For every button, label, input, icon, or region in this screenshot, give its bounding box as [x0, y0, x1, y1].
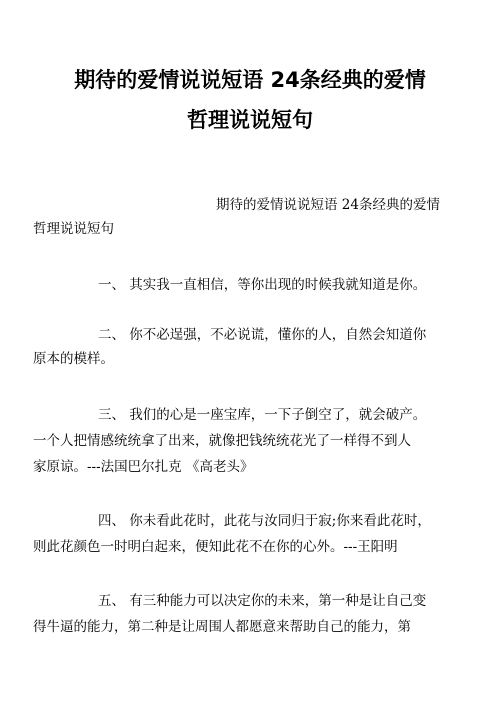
document-subtitle-line-2: 哲理说说短句: [33, 221, 114, 237]
item-4-line-2: 则此花颜色一时明白起来，便知此花不在你的心外。---王阳明: [33, 539, 398, 555]
document-title-line-1: 期待的爱情说说短语 24条经典的爱情: [74, 68, 426, 92]
document-subtitle-line-1: 期待的爱情说说短语 24条经典的爱情: [216, 197, 440, 213]
document-title-line-2: 哲理说说短句: [187, 108, 313, 132]
item-2-line-2: 原本的模样。: [33, 351, 114, 367]
item-3-line-3: 家原谅。---法国巴尔扎克 《高老头》: [33, 459, 254, 475]
item-2-line-1: 二、 你不必逞强，不必说谎，懂你的人，自然会知道你: [98, 327, 427, 343]
item-3-line-1: 三、 我们的心是一座宝库，一下子倒空了，就会破产。: [98, 407, 427, 423]
item-1-line-1: 一、 其实我一直相信，等你出现的时候我就知道是你。: [98, 277, 427, 293]
item-5-line-2: 得牛逼的能力，第二种是让周围人都愿意来帮助自己的能力，第: [33, 619, 411, 635]
item-4-line-1: 四、 你未看此花时，此花与汝同归于寂;你来看此花时，: [98, 513, 431, 529]
item-3-line-2: 一个人把情感统统拿了出来，就像把钱统统花光了一样得不到人: [33, 433, 411, 449]
item-5-line-1: 五、 有三种能力可以决定你的未来，第一种是让自己变: [98, 593, 427, 609]
